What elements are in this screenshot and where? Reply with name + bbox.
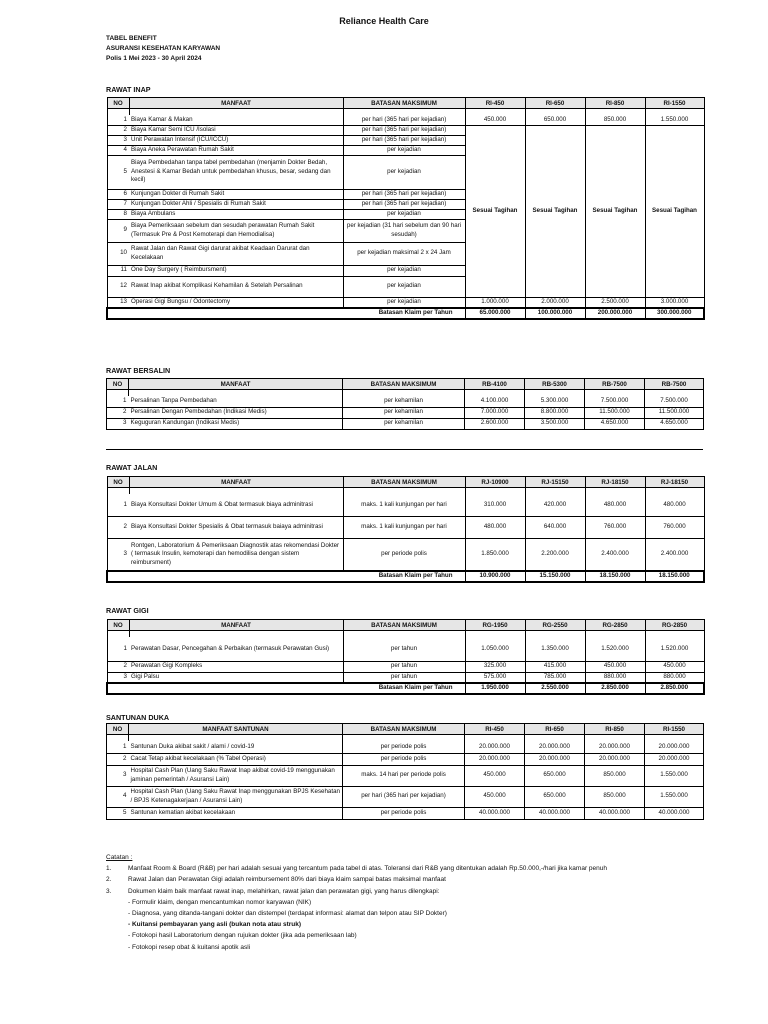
note-item: 2. Rawat Jalan dan Perawatan Gigi adalah reimbursement 80% dari biaya klaim sampai batas maksimal manfaat: [106, 876, 446, 884]
table-rawat-gigi: [106, 619, 705, 695]
column-header-plan: RI-850: [585, 724, 645, 735]
row-number: 3: [107, 538, 129, 571]
benefit-name: Cacat Tetap akibat kecelakaan (% Tabel Operasi): [129, 753, 343, 765]
benefit-name: Biaya Ambulans: [129, 209, 343, 219]
benefit-limit: maks. 1 kali kunjungan per hari: [343, 516, 465, 538]
document-meta: [106, 34, 220, 64]
table-row: [107, 297, 704, 308]
table-santunan-duka: [106, 723, 704, 820]
benefit-value: 2.400.000: [585, 538, 645, 571]
row-number: 7: [107, 199, 129, 209]
benefit-value: 850.000: [585, 786, 645, 807]
table-row: [107, 672, 704, 683]
benefit-name: Biaya Konsultasi Dokter Umum & Obat termasuk biaya adminitrasi: [129, 494, 343, 516]
benefit-value-merged: Sesuai Tagihan: [465, 125, 525, 297]
benefit-value: 4.650.000: [585, 418, 645, 429]
benefit-limit: per kejadian: [343, 297, 465, 308]
benefit-value: 20.000.000: [585, 741, 645, 753]
column-header-plan: RB-7500: [645, 379, 704, 390]
benefit-value: 1.850.000: [465, 538, 525, 571]
table-row: [107, 786, 704, 807]
row-number: 3: [107, 418, 129, 429]
section-title-rawat-gigi: RAWAT GIGI: [106, 606, 149, 615]
benefit-value: 480.000: [645, 494, 704, 516]
benefit-name: Kunjungan Dokter di Rumah Sakit: [129, 189, 343, 199]
benefit-name: Perawatan Dasar, Pencegahan & Perbaikan (termasuk Perawatan Gusi): [129, 637, 343, 661]
table-row: [107, 807, 704, 819]
notes-heading: Catatan :: [106, 854, 133, 861]
table-row: [107, 637, 704, 661]
benefit-value: 415.000: [525, 661, 585, 672]
column-header-plan: RI-650: [525, 98, 585, 109]
table-row: [107, 538, 704, 571]
row-number: 13: [107, 297, 129, 308]
benefit-value: 11.500.000: [645, 407, 704, 418]
note-item: 1. Manfaat Room & Board (R&B) per hari adalah sesuai yang tercantum pada tabel di atas. Toleransi dari R&B yang ditentukan adalah Rp.50.000,-/hari jika kamar penuh: [106, 865, 607, 873]
total-value: 18.150.000: [585, 571, 645, 582]
benefit-value: 1.550.000: [645, 115, 704, 125]
row-number: 12: [107, 276, 129, 297]
total-value: 18.150.000: [645, 571, 704, 582]
column-header-batasan: BATASAN MAKSIMUM: [343, 98, 465, 109]
total-value: 1.950.000: [465, 683, 525, 694]
benefit-name: One Day Surgery ( Reimbursment): [129, 265, 343, 276]
benefit-value: 450.000: [645, 661, 704, 672]
column-header-manfaat: MANFAAT: [129, 98, 343, 109]
benefit-name: Biaya Kamar Semi ICU /Isolasi: [129, 125, 343, 135]
benefit-value: 880.000: [645, 672, 704, 683]
column-header-manfaat: MANFAAT: [129, 620, 343, 631]
total-value: 65.000.000: [465, 308, 525, 319]
table-rawat-jalan: [106, 476, 705, 583]
total-row: [107, 683, 704, 694]
benefit-limit: per kehamilan: [343, 407, 465, 418]
column-header-plan: RI-650: [525, 724, 585, 735]
benefit-limit: per hari (365 hari per kejadian): [343, 786, 465, 807]
benefit-name: Perawatan Gigi Kompleks: [129, 661, 343, 672]
row-number: 3: [107, 672, 129, 683]
benefit-name: Hospital Cash Plan (Uang Saku Rawat Inap menggunakan BPJS Kesehatan / BPJS Ketenagakerjaan / Asuransi Lain): [129, 786, 343, 807]
column-header-plan: RJ-10900: [465, 477, 525, 488]
note-subitem: - Formulir klaim, dengan mencantumkan nomor karyawan (NIK): [128, 898, 312, 906]
benefit-value: 20.000.000: [525, 753, 585, 765]
benefit-value: 480.000: [585, 494, 645, 516]
benefit-value: 11.500.000: [585, 407, 645, 418]
benefit-limit: per kejadian: [343, 155, 465, 189]
benefit-value: 1.520.000: [585, 637, 645, 661]
benefit-limit: per tahun: [343, 672, 465, 683]
note-subitem: - Fotokopi hasil Laboratorium dengan rujukan dokter (jika ada pemeriksaan lab): [128, 932, 357, 940]
benefit-value: 450.000: [465, 115, 525, 125]
column-header-manfaat: MANFAAT: [129, 379, 343, 390]
benefit-value: 8.800.000: [525, 407, 585, 418]
benefit-name: Hospital Cash Plan (Uang Saku Rawat Inap akibat covid-19 menggunakan jaminan pemerintah / Asuransi Lain): [129, 765, 343, 786]
benefit-value-merged: Sesuai Tagihan: [585, 125, 645, 297]
total-value: 300.000.000: [645, 308, 704, 319]
column-header-no: NO: [107, 379, 129, 390]
benefit-value: 20.000.000: [465, 753, 525, 765]
benefit-value: 2.000.000: [525, 297, 585, 308]
benefit-limit: per kejadian: [343, 265, 465, 276]
benefit-name: Santunan Duka akibat sakit / alami / covid-19: [129, 741, 343, 753]
benefit-value: 20.000.000: [645, 741, 704, 753]
notes: [106, 852, 726, 953]
total-label: Batasan Klaim per Tahun: [107, 308, 465, 319]
table-row: [107, 753, 704, 765]
benefit-value: 650.000: [525, 765, 585, 786]
row-number: 2: [107, 661, 129, 672]
note-subitem: - Diagnosa, yang ditanda-tangani dokter dan distempel (terdapat informasi: alamat dan telpon atau SIP Dokter): [128, 910, 447, 918]
section-title-rawat-inap: RAWAT INAP: [106, 85, 151, 94]
benefit-limit: per kejadian (31 hari sebelum dan 90 hari sesudah): [343, 219, 465, 242]
benefit-value: 880.000: [585, 672, 645, 683]
table-rawat-inap: [106, 97, 705, 320]
benefit-limit: per periode polis: [343, 741, 465, 753]
benefit-name: Gigi Palsu: [129, 672, 343, 683]
row-number: 2: [107, 125, 129, 135]
note-item: 3. Dokumen klaim baik manfaat rawat inap, melahirkan, rawat jalan dan perawatan gigi, yang harus dilengkapi:: [106, 887, 440, 895]
total-label: Batasan Klaim per Tahun: [107, 571, 465, 582]
total-value: 2.850.000: [585, 683, 645, 694]
row-number: 3: [107, 135, 129, 145]
meta-line: Polis 1 Mei 2023 - 30 April 2024: [106, 55, 202, 62]
benefit-name: Operasi Gigi Bungsu / Odontectomy: [129, 297, 343, 308]
benefit-value: 450.000: [465, 786, 525, 807]
column-header-no: NO: [107, 620, 129, 631]
note-subitem: - Fotokopi resep obat & kuitansi apotik asli: [128, 943, 251, 951]
column-header-plan: RB-5300: [525, 379, 585, 390]
benefit-limit: per kejadian: [343, 276, 465, 297]
document-title: Reliance Health Care: [339, 16, 429, 26]
total-row: [107, 571, 704, 582]
benefit-limit: per kehamilan: [343, 418, 465, 429]
table-row: [107, 396, 704, 407]
column-header-plan: RG-1950: [465, 620, 525, 631]
benefit-value: 5.300.000: [525, 396, 585, 407]
column-header-manfaat: MANFAAT: [129, 477, 343, 488]
benefit-value: 1.350.000: [525, 637, 585, 661]
total-value: 2.550.000: [525, 683, 585, 694]
benefit-value: 325.000: [465, 661, 525, 672]
benefit-value: 40.000.000: [525, 807, 585, 819]
benefit-value: 310.000: [465, 494, 525, 516]
benefit-name: Santunan kematian akibat kecelakaan: [129, 807, 343, 819]
total-value: 200.000.000: [585, 308, 645, 319]
row-number: 3: [107, 765, 129, 786]
row-number: 5: [107, 807, 129, 819]
benefit-limit: maks. 1 kali kunjungan per hari: [343, 494, 465, 516]
section-title-rawat-jalan: RAWAT JALAN: [106, 463, 158, 472]
table-row: [107, 661, 704, 672]
benefit-value: 850.000: [585, 765, 645, 786]
row-number: 2: [107, 753, 129, 765]
table-row: [107, 494, 704, 516]
meta-line: ASURANSI KESEHATAN KARYAWAN: [106, 45, 221, 52]
benefit-limit: per hari (365 hari per kejadian): [343, 125, 465, 135]
benefit-value: 1.520.000: [645, 637, 704, 661]
benefit-value: 40.000.000: [585, 807, 645, 819]
column-header-plan: RG-2850: [585, 620, 645, 631]
benefit-value: 20.000.000: [645, 753, 704, 765]
column-header-batasan: BATASAN MAKSIMUM: [343, 477, 465, 488]
benefit-limit: per hari (365 hari per kejadian): [343, 189, 465, 199]
column-header-plan: RJ-18150: [645, 477, 704, 488]
column-header-no: NO: [107, 724, 129, 735]
benefit-value: 4.650.000: [645, 418, 704, 429]
benefit-value: 785.000: [525, 672, 585, 683]
row-number: 8: [107, 209, 129, 219]
column-header-batasan: BATASAN MAKSIMUM: [343, 620, 465, 631]
total-row: [107, 308, 704, 319]
benefit-value: 1.000.000: [465, 297, 525, 308]
benefit-name: Biaya Konsultasi Dokter Spesialis & Obat termasuk baiaya adminitrasi: [129, 516, 343, 538]
column-header-plan: RI-450: [465, 98, 525, 109]
column-header-no: NO: [107, 98, 129, 109]
benefit-name: Unit Perawatan Intensif (ICU/ICCU): [129, 135, 343, 145]
meta-line: TABEL BENEFIT: [106, 35, 157, 42]
benefit-value: 40.000.000: [465, 807, 525, 819]
column-header-plan: RI-450: [465, 724, 525, 735]
column-header-plan: RG-2850: [645, 620, 704, 631]
benefit-value: 575.000: [465, 672, 525, 683]
section-title-santunan-duka: SANTUNAN DUKA: [106, 713, 170, 722]
row-number: 9: [107, 219, 129, 242]
section-title-rawat-bersalin: RAWAT BERSALIN: [106, 366, 171, 375]
total-value: 100.000.000: [525, 308, 585, 319]
column-header-batasan: BATASAN MAKSIMUM: [343, 379, 465, 390]
benefit-limit: maks. 14 hari per periode polis: [343, 765, 465, 786]
benefit-value: 1.550.000: [645, 765, 704, 786]
row-number: 6: [107, 189, 129, 199]
row-number: 4: [107, 786, 129, 807]
benefit-name: Persalinan Dengan Pembedahan (Indikasi Medis): [129, 407, 343, 418]
benefit-name: Rontgen, Laboratorium & Pemeriksaan Diagnostik atas rekomendasi Dokter ( termasuk Insulin, kemoterapi dan hemodilisa dengan sistem reimbursment): [129, 538, 343, 571]
table-row: [107, 407, 704, 418]
benefit-value: 20.000.000: [525, 741, 585, 753]
benefit-name: Biaya Aneka Perawatan Rumah Sakit: [129, 145, 343, 155]
benefit-value: 760.000: [585, 516, 645, 538]
benefit-value-merged: Sesuai Tagihan: [645, 125, 704, 297]
column-header-manfaat: MANFAAT SANTUNAN: [129, 724, 343, 735]
benefit-value: 2.400.000: [645, 538, 704, 571]
benefit-value: 850.000: [585, 115, 645, 125]
benefit-value: 3.000.000: [645, 297, 704, 308]
benefit-value: 2.600.000: [465, 418, 525, 429]
table-row: [107, 765, 704, 786]
benefit-value: 20.000.000: [465, 741, 525, 753]
benefit-value: 20.000.000: [585, 753, 645, 765]
benefit-value: 7.500.000: [585, 396, 645, 407]
row-number: 11: [107, 265, 129, 276]
table-row: [107, 741, 704, 753]
benefit-value: 480.000: [465, 516, 525, 538]
benefit-value: 760.000: [645, 516, 704, 538]
row-number: 1: [107, 637, 129, 661]
row-number: 2: [107, 516, 129, 538]
benefit-value: 7.000.000: [465, 407, 525, 418]
benefit-value: 650.000: [525, 786, 585, 807]
row-number: 1: [107, 741, 129, 753]
benefit-limit: per hari (365 hari per kejadian): [343, 199, 465, 209]
benefit-name: Biaya Kamar & Makan: [129, 115, 343, 125]
column-header-no: NO: [107, 477, 129, 488]
table-row: [107, 418, 704, 429]
benefit-limit: per periode polis: [343, 538, 465, 571]
column-header-plan: RJ-15150: [525, 477, 585, 488]
benefit-limit: per tahun: [343, 637, 465, 661]
column-header-plan: RG-2550: [525, 620, 585, 631]
benefit-limit: per hari (365 hari per kejadian): [343, 135, 465, 145]
column-header-plan: RI-1550: [645, 724, 704, 735]
benefit-name: Persalinan Tanpa Pembedahan: [129, 396, 343, 407]
section-divider: [106, 449, 703, 450]
row-number: 1: [107, 494, 129, 516]
benefit-value: 4.100.000: [465, 396, 525, 407]
total-label: Batasan Klaim per Tahun: [107, 683, 465, 694]
benefit-name: Biaya Pemeriksaan sebelum dan sesudah perawatan Rumah Sakit (Termasuk Pre & Post Kemoterapi dan Hemodialisa): [129, 219, 343, 242]
column-header-plan: RB-4100: [465, 379, 525, 390]
benefit-value: 1.050.000: [465, 637, 525, 661]
benefit-value: 7.500.000: [645, 396, 704, 407]
benefit-value: 450.000: [585, 661, 645, 672]
benefit-value: 3.500.000: [525, 418, 585, 429]
benefit-name: Biaya Pembedahan tanpa tabel pembedahan (menjamin Dokter Bedah, Anestesi & Kamar Bedah untuk pembedahan khusus, besar, sedang dan kecil): [129, 155, 343, 189]
row-number: 4: [107, 145, 129, 155]
total-value: 10.900.000: [465, 571, 525, 582]
benefit-limit: per hari (365 hari per kejadian): [343, 115, 465, 125]
benefit-value: 650.000: [525, 115, 585, 125]
table-row: [107, 516, 704, 538]
row-number: 10: [107, 242, 129, 265]
column-header-plan: RI-1550: [645, 98, 704, 109]
column-header-plan: RI-850: [585, 98, 645, 109]
total-value: 2.850.000: [645, 683, 704, 694]
column-header-plan: RJ-18150: [585, 477, 645, 488]
benefit-value: 420.000: [525, 494, 585, 516]
benefit-limit: per kejadian: [343, 209, 465, 219]
benefit-limit: per tahun: [343, 661, 465, 672]
benefit-limit: per kehamilan: [343, 396, 465, 407]
benefit-value: 450.000: [465, 765, 525, 786]
benefit-value: 2.500.000: [585, 297, 645, 308]
benefit-limit: per kejadian: [343, 145, 465, 155]
row-number: 2: [107, 407, 129, 418]
table-row: [107, 115, 704, 125]
table-rawat-bersalin: [106, 378, 704, 430]
table-row: [107, 125, 704, 135]
benefit-limit: per kejadian maksimal 2 x 24 Jam: [343, 242, 465, 265]
benefit-name: Kunjungan Dokter Ahli / Spesialis di Rumah Sakit: [129, 199, 343, 209]
note-subitem: - Kuitansi pembayaran yang asli (bukan nota atau struk): [128, 921, 302, 929]
benefit-value: 2.200.000: [525, 538, 585, 571]
benefit-name: Keguguran Kandungan (Indikasi Medis): [129, 418, 343, 429]
total-value: 15.150.000: [525, 571, 585, 582]
benefit-name: Rawat Inap akibat Komplikasi Kehamilan & Setelah Persalinan: [129, 276, 343, 297]
benefit-name: Rawat Jalan dan Rawat Gigi darurat akibat Keadaan Darurat dan Kecelakaan: [129, 242, 343, 265]
benefit-value-merged: Sesuai Tagihan: [525, 125, 585, 297]
column-header-batasan: BATASAN MAKSIMUM: [343, 724, 465, 735]
row-number: 1: [107, 396, 129, 407]
benefit-value: 1.550.000: [645, 786, 704, 807]
row-number: 5: [107, 155, 129, 189]
benefit-value: 640.000: [525, 516, 585, 538]
benefit-limit: per periode polis: [343, 807, 465, 819]
benefit-limit: per periode polis: [343, 753, 465, 765]
benefit-value: 40.000.000: [645, 807, 704, 819]
row-number: 1: [107, 115, 129, 125]
column-header-plan: RB-7500: [585, 379, 645, 390]
